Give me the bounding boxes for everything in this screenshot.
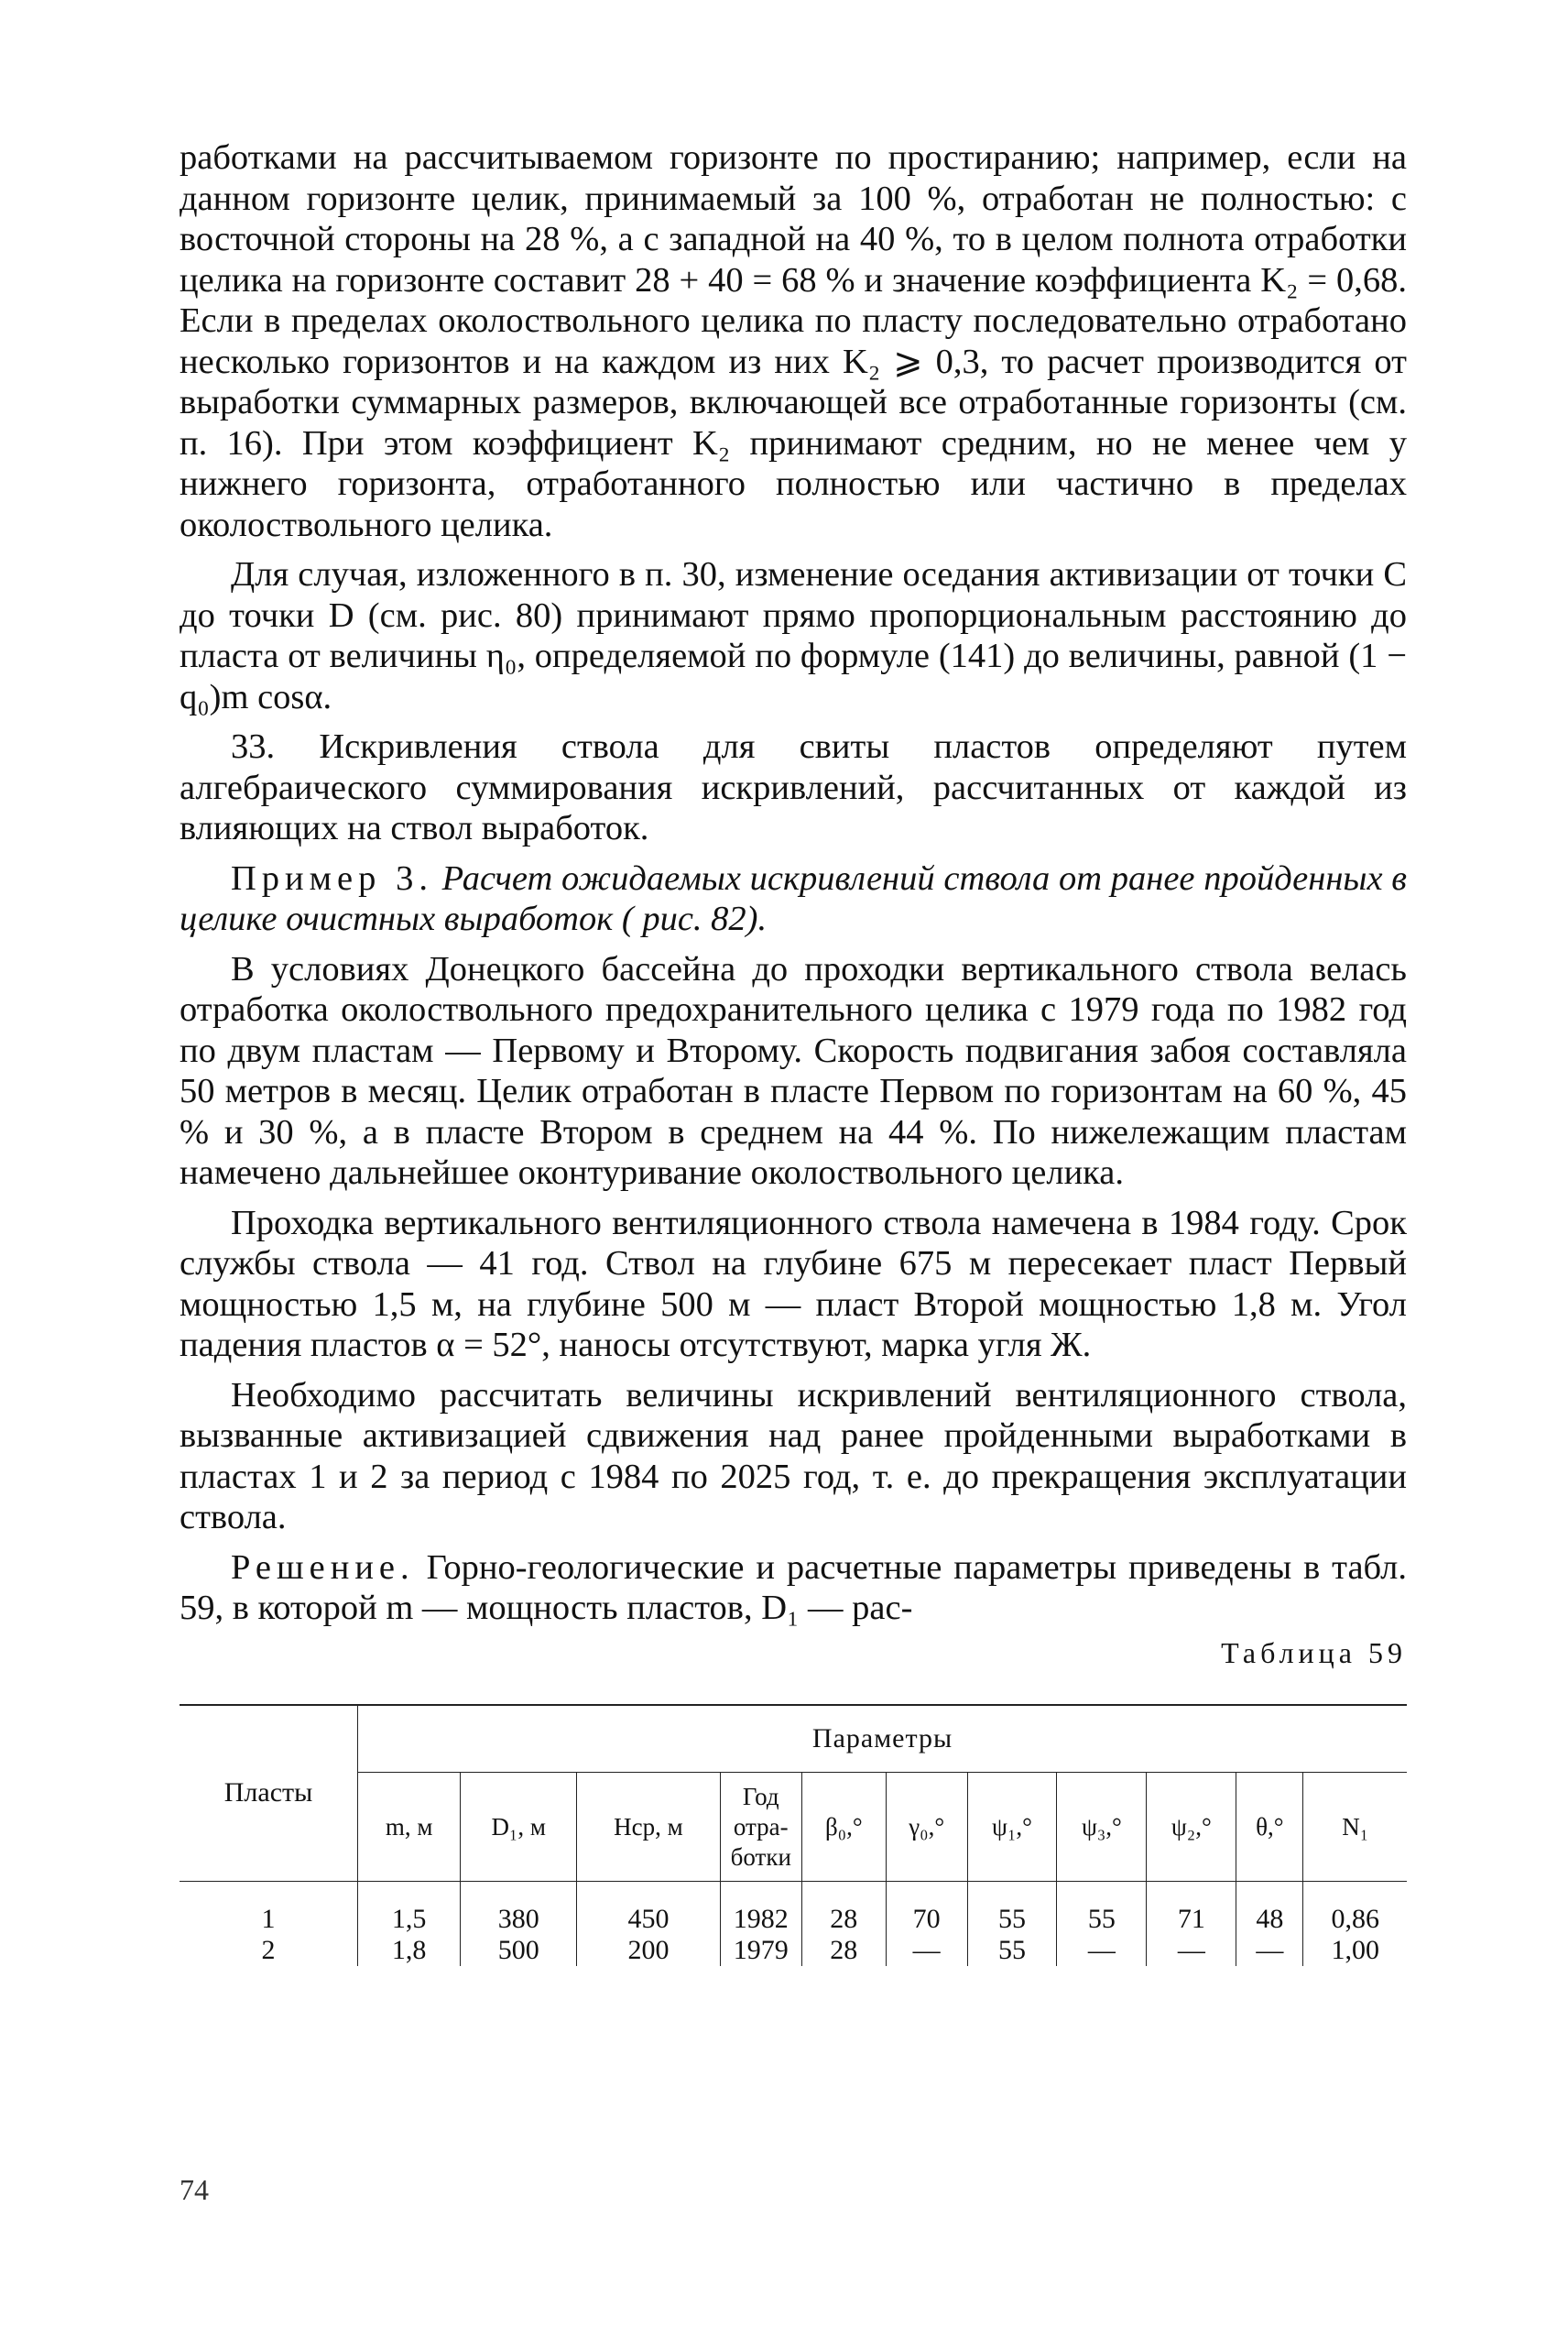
table-cell: 48 <box>1236 1882 1303 1936</box>
table-cell: 1,00 <box>1303 1935 1407 1966</box>
column-header: θ,° <box>1236 1773 1303 1882</box>
table-cell: 28 <box>801 1882 886 1936</box>
parameters-table <box>180 1704 1407 1966</box>
paragraph-task: Необходимо рассчитать величины искривлений вентиляционного ствола, вызванные активизацией сдвижения над ранее пройденными выработками в пластах 1 и 2 за период с 1984 по 2025 год, т. е. до прекращения эксплуатации ствола. <box>180 1375 1407 1536</box>
column-header: γ₀,° <box>886 1773 967 1882</box>
solution-paragraph <box>180 1547 1407 1629</box>
row-header-strata: Пласты <box>180 1705 358 1882</box>
table-cell: 71 <box>1147 1882 1236 1936</box>
document-page <box>180 137 1407 1966</box>
column-header: D₁, м <box>461 1773 577 1882</box>
column-header: β₀,° <box>801 1773 886 1882</box>
table-cell: 1,8 <box>358 1935 461 1966</box>
group-header-parameters: Параметры <box>358 1705 1407 1773</box>
table-cell: 70 <box>886 1882 967 1936</box>
column-header: m, м <box>358 1773 461 1882</box>
column-header: ψ₂,° <box>1147 1773 1236 1882</box>
table-cell: 55 <box>967 1935 1057 1966</box>
column-header: ψ₁,° <box>967 1773 1057 1882</box>
table-row <box>180 1882 1407 1936</box>
example-title: Расчет ожидаемых искривлений ствола от ранее пройденных в целике очистных выработок ( рис. 82). <box>180 858 1408 938</box>
table-cell: — <box>1147 1935 1236 1966</box>
table-cell: 2 <box>261 1935 276 1965</box>
table-cell: 380 <box>461 1882 577 1936</box>
table-cell: — <box>886 1935 967 1966</box>
solution-text: Горно-геологические и расчетные параметры приведены в табл. 59, в которой m — мощность пластов, D₁ — рас- <box>180 1547 1407 1627</box>
solution-label: Решение. <box>231 1547 415 1587</box>
paragraph-continued: работками на рассчитываемом горизонте по простиранию; например, если на данном горизонте целик, принимаемый за 100 %, отработан не полностью: с восточной стороны на 28 %, а с западной на 40 %, то в целом полнота отработки целика на горизонте составит 28 + 40 = 68 % и значение коэффициента K₂ = 0,68. Если в пределах околоствольного целика по пласту последовательно отработано несколько горизонтов и на каждом из них K₂ ⩾ 0,3, то расчет производится от выработки суммарных размеров, включающей все отработанные горизонты (см. п. 16). При этом коэффициент K₂ принимают средним, но не менее чем у нижнего горизонта, отработанного полностью или частично в пределах околоствольного целика. <box>180 138 1407 544</box>
table-cell: 55 <box>1057 1882 1147 1936</box>
table-cell: 0,86 <box>1303 1882 1407 1936</box>
example-label: Пример 3. <box>231 858 433 898</box>
example-heading <box>180 858 1407 940</box>
column-header: ψ₃,° <box>1057 1773 1147 1882</box>
table-cell: 28 <box>801 1935 886 1966</box>
table-cell: 200 <box>577 1935 721 1966</box>
table-cell: 500 <box>461 1935 577 1966</box>
table-row <box>180 1935 1407 1966</box>
table-title: Таблица 59 <box>1221 1635 1407 1669</box>
table-cell: 450 <box>577 1882 721 1936</box>
paragraph-33: 33. Искривления ствола для свиты пластов определяют путем алгебраического суммирования искривлений, рассчитанных от каждой из влияющих на ствол выработок. <box>180 727 1407 847</box>
column-header: Hср, м <box>577 1773 721 1882</box>
table-cell: 55 <box>967 1882 1057 1936</box>
paragraph-shaft: Проходка вертикального вентиляционного ствола намечена в 1984 году. Срок службы ствола — 41 год. Ствол на глубине 675 м пересекает пласт Первый мощностью 1,5 м, на глубине 500 м — пласт Второй мощностью 1,8 м. Угол падения пластов α = 52°, наносы отсутствуют, марка угля Ж. <box>180 1203 1407 1364</box>
column-header: Год отра-ботки <box>720 1773 801 1882</box>
table-cell: — <box>1057 1935 1147 1966</box>
table-cell: 1979 <box>720 1935 801 1966</box>
table-cell: — <box>1236 1935 1303 1966</box>
column-header: N₁ <box>1303 1773 1407 1882</box>
paragraph-conditions: В условиях Донецкого бассейна до проходки вертикального ствола велась отработка околоствольного предохранительного целика с 1979 года по 1982 год по двум пластам — Первому и Второму. Скорость подвигания забоя составляла 50 метров в месяц. Целик отработан в пласте Первом по горизонтам на 60 %, 45 % и 30 %, а в пласте Втором в среднем на 44 %. По нижележащим пластам намечено дальнейшее оконтуривание околоствольного целика. <box>180 949 1407 1192</box>
table-cell: 1 <box>261 1904 276 1934</box>
table-cell: 1,5 <box>358 1882 461 1936</box>
paragraph-activation: Для случая, изложенного в п. 30, изменение оседания активизации от точки С до точки D (см. рис. 80) принимают прямо пропорциональным расстоянию до пласта от величины η₀, определяемой по формуле (141) до величины, равной (1 − q₀)m cosα. <box>180 555 1407 716</box>
table-cell: 1982 <box>720 1882 801 1936</box>
page-number: 74 <box>180 2173 209 2206</box>
